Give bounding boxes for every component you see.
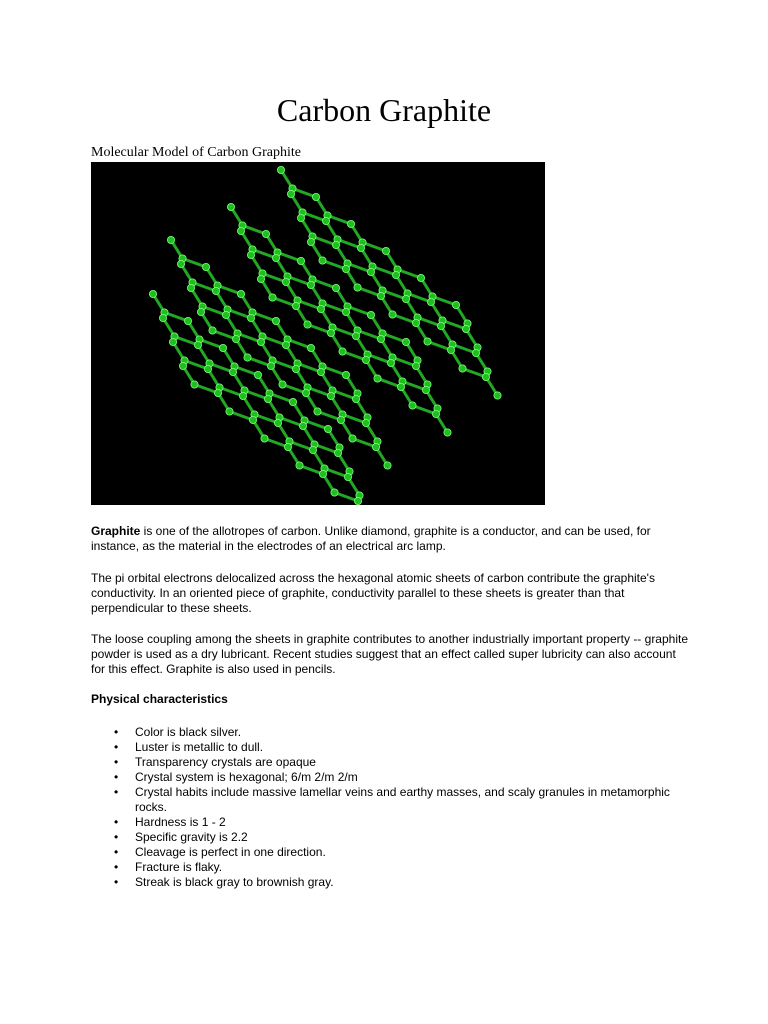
- intro-text: is one of the allotropes of carbon. Unlike diamond, graphite is a conductor, and can be used, for instance, as the material in the electrodes of an electrical arc lamp.: [91, 524, 651, 553]
- carbon-atom: [337, 416, 344, 423]
- carbon-atom: [272, 317, 279, 324]
- carbon-atom: [417, 274, 424, 281]
- carbon-atom: [212, 287, 219, 294]
- carbon-atom: [194, 341, 201, 348]
- carbon-atom: [159, 314, 166, 321]
- carbon-atom: [342, 265, 349, 272]
- carbon-atom: [327, 329, 334, 336]
- carbon-atom: [402, 295, 409, 302]
- carbon-atom: [362, 419, 369, 426]
- bullet-icon: •: [114, 830, 119, 844]
- carbon-atom: [304, 321, 311, 328]
- carbon-atom: [282, 341, 289, 348]
- list-item: [91, 875, 691, 890]
- physical-characteristics-heading: Physical characteristics: [91, 692, 228, 706]
- carbon-atom: [319, 257, 326, 264]
- bullet-icon: •: [114, 740, 119, 754]
- figure-background: [91, 162, 545, 505]
- carbon-atom: [309, 446, 316, 453]
- carbon-atom: [357, 244, 364, 251]
- list-item: [91, 755, 691, 770]
- carbon-atom: [427, 298, 434, 305]
- list-item: [91, 845, 691, 860]
- carbon-atom: [179, 362, 186, 369]
- carbon-atom: [287, 190, 294, 197]
- carbon-atom: [472, 349, 479, 356]
- carbon-atom: [187, 284, 194, 291]
- carbon-atom: [272, 254, 279, 261]
- carbon-atom: [332, 241, 339, 248]
- carbon-atom: [257, 338, 264, 345]
- carbon-atom: [307, 238, 314, 245]
- carbon-atom: [409, 402, 416, 409]
- carbon-atom: [249, 416, 256, 423]
- list-item: [91, 740, 691, 755]
- carbon-atom: [482, 373, 489, 380]
- list-item-text: Hardness is 1 - 2: [135, 815, 226, 829]
- carbon-atom: [261, 435, 268, 442]
- carbon-atom: [424, 338, 431, 345]
- carbon-atom: [307, 344, 314, 351]
- bullet-icon: •: [114, 725, 119, 739]
- carbon-atom: [372, 443, 379, 450]
- carbon-atom: [332, 284, 339, 291]
- bullet-icon: •: [114, 755, 119, 769]
- bullet-icon: •: [114, 785, 119, 799]
- carbon-atom: [284, 443, 291, 450]
- carbon-atom: [302, 389, 309, 396]
- carbon-atom: [331, 489, 338, 496]
- carbon-atom: [344, 473, 351, 480]
- carbon-atom: [279, 381, 286, 388]
- carbon-atom: [377, 292, 384, 299]
- bullet-icon: •: [114, 875, 119, 889]
- carbon-atom: [384, 462, 391, 469]
- carbon-atom: [334, 449, 341, 456]
- carbon-atom: [202, 263, 209, 270]
- carbon-atom: [422, 386, 429, 393]
- carbon-atom: [292, 365, 299, 372]
- list-item-text: Specific gravity is 2.2: [135, 830, 248, 844]
- carbon-atom: [222, 311, 229, 318]
- carbon-atom: [322, 217, 329, 224]
- carbon-atom: [387, 359, 394, 366]
- carbon-atom: [352, 395, 359, 402]
- carbon-atom: [452, 301, 459, 308]
- list-item-text: Crystal habits include massive lamellar veins and earthy masses, and scaly granules in metamorphic rocks.: [135, 785, 670, 814]
- carbon-atom: [239, 392, 246, 399]
- carbon-atom: [262, 230, 269, 237]
- carbon-atom: [342, 371, 349, 378]
- carbon-atom: [367, 311, 374, 318]
- carbon-atom: [444, 429, 451, 436]
- carbon-atom: [347, 220, 354, 227]
- carbon-atom: [214, 389, 221, 396]
- molecular-model-figure: [91, 162, 545, 505]
- carbon-atom: [282, 278, 289, 285]
- carbon-atom: [319, 470, 326, 477]
- carbon-atom: [226, 408, 233, 415]
- carbon-atom: [229, 368, 236, 375]
- carbon-atom: [289, 398, 296, 405]
- list-item-text: Color is black silver.: [135, 725, 242, 739]
- lubricant-paragraph: The loose coupling among the sheets in graphite contributes to another industrially important property -- graphite powder is used as a dry lubricant. Recent studies suggest that an effect called super lubricity can also account for this effect. Graphite is also used in pencils.: [91, 632, 689, 676]
- carbon-atom: [191, 381, 198, 388]
- carbon-atom: [167, 236, 174, 243]
- carbon-atom: [349, 435, 356, 442]
- carbon-atom: [317, 305, 324, 312]
- carbon-atom: [494, 392, 501, 399]
- carbon-atom: [402, 338, 409, 345]
- carbon-atom: [327, 392, 334, 399]
- carbon-atom: [299, 422, 306, 429]
- carbon-atom: [169, 338, 176, 345]
- list-item-text: Crystal system is hexagonal; 6/m 2/m 2/m: [135, 770, 358, 784]
- carbon-atom: [374, 375, 381, 382]
- carbon-atom: [447, 346, 454, 353]
- figure-caption: Molecular Model of Carbon Graphite: [91, 145, 301, 160]
- list-item-text: Streak is black gray to brownish gray.: [135, 875, 334, 889]
- carbon-atom: [382, 247, 389, 254]
- carbon-atom: [437, 322, 444, 329]
- carbon-atom: [397, 383, 404, 390]
- carbon-atom: [204, 365, 211, 372]
- carbon-atom: [462, 325, 469, 332]
- carbon-atom: [209, 327, 216, 334]
- carbon-atom: [354, 284, 361, 291]
- carbon-atom: [247, 251, 254, 258]
- carbon-atom: [367, 268, 374, 275]
- carbon-atom: [307, 281, 314, 288]
- carbon-atom: [247, 314, 254, 321]
- carbon-atom: [317, 368, 324, 375]
- carbon-atom: [237, 290, 244, 297]
- intro-paragraph: [91, 524, 691, 554]
- graphite-term: Graphite: [91, 524, 141, 538]
- list-item: [91, 770, 691, 785]
- conductivity-paragraph: The pi orbital electrons delocalized across the hexagonal atomic sheets of carbon contribute the graphite's conductivity. In an oriented piece of graphite, conductivity parallel to these sheets is greater than that perpendicular to these sheets.: [91, 571, 655, 615]
- list-item-text: Luster is metallic to dull.: [135, 740, 264, 754]
- carbon-atom: [292, 302, 299, 309]
- carbon-atom: [412, 362, 419, 369]
- carbon-atom: [432, 410, 439, 417]
- carbon-atom: [184, 317, 191, 324]
- carbon-atom: [149, 290, 156, 297]
- carbon-atom: [244, 354, 251, 361]
- carbon-atom: [227, 203, 234, 210]
- carbon-atom: [314, 408, 321, 415]
- carbon-atom: [324, 425, 331, 432]
- carbon-atom: [254, 371, 261, 378]
- carbon-atom: [269, 294, 276, 301]
- carbon-atom: [362, 356, 369, 363]
- carbon-atom: [232, 335, 239, 342]
- carbon-atom: [312, 193, 319, 200]
- carbon-atom: [412, 319, 419, 326]
- carbon-atom: [459, 365, 466, 372]
- bullet-icon: •: [114, 860, 119, 874]
- list-item: [91, 830, 691, 845]
- carbon-atom: [297, 214, 304, 221]
- carbon-atom: [389, 311, 396, 318]
- carbon-atom: [177, 260, 184, 267]
- carbon-atom: [297, 257, 304, 264]
- list-item: [91, 860, 691, 875]
- carbon-atom: [264, 395, 271, 402]
- page-title: Carbon Graphite: [276, 92, 492, 128]
- list-item-text: Transparency crystals are opaque: [135, 755, 316, 769]
- carbon-atom: [392, 271, 399, 278]
- carbon-atom: [352, 332, 359, 339]
- list-item: [91, 785, 691, 815]
- carbon-atom: [339, 348, 346, 355]
- bullet-icon: •: [114, 845, 119, 859]
- carbon-atom: [267, 362, 274, 369]
- list-item-text: Cleavage is perfect in one direction.: [135, 845, 326, 859]
- carbon-atom: [277, 166, 284, 173]
- carbon-atom: [219, 344, 226, 351]
- carbon-atom: [197, 308, 204, 315]
- bullet-icon: •: [114, 815, 119, 829]
- carbon-atom: [354, 497, 361, 504]
- carbon-atom: [377, 335, 384, 342]
- characteristics-list: [91, 725, 691, 890]
- list-item-text: Fracture is flaky.: [135, 860, 223, 874]
- carbon-atom: [342, 308, 349, 315]
- list-item: [91, 815, 691, 830]
- carbon-atom: [237, 227, 244, 234]
- list-item: [91, 725, 691, 740]
- carbon-atom: [257, 275, 264, 282]
- carbon-atom: [274, 419, 281, 426]
- carbon-atom: [296, 462, 303, 469]
- bullet-icon: •: [114, 770, 119, 784]
